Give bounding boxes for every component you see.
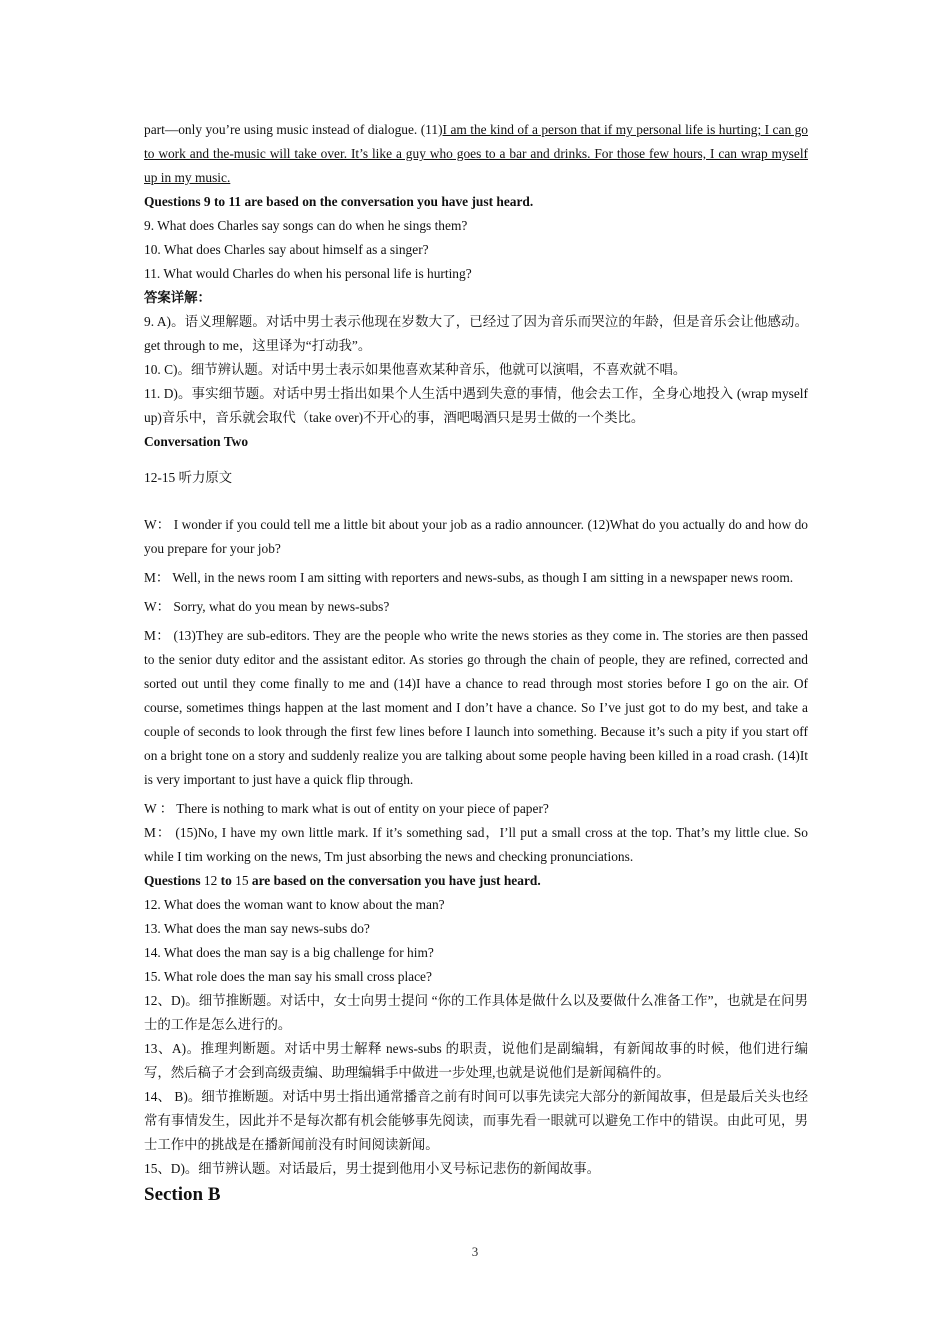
transcript-line-11 [144, 118, 808, 190]
dialogue-line: M： Well, in the news room I am sitting with reporters and news-subs, as though I am sitting in a newspaper news room. [144, 570, 794, 585]
transcript-label: 12-15 听力原文 [144, 470, 233, 485]
question-9: 9. What does Charles say songs can do when he sings them? [144, 218, 468, 233]
answer-12: 12、D)。细节推断题。对话中，女士向男士提问 “你的工作具体是做什么以及要做什么准备工作”，也就是在问男士的工作是怎么进行的。 [144, 993, 808, 1032]
answer-9: 9. A)。语义理解题。对话中男士表示他现在岁数大了，已经过了因为音乐而哭泣的年龄，但是音乐会让他感动。get through to me，这里译为“打动我”。 [144, 314, 808, 353]
answer-14: 14、 B)。细节推断题。对话中男士指出通常播音之前有时间可以事先读完大部分的新闻故事，但是最后关头也经常有事情发生，因此并不是每次都有机会能够事先阅读，而事先看一眼就可以避免工作中的错误。由此可见，男士工作中的挑战是在播新闻前没有时间阅读新闻。 [144, 1089, 808, 1152]
underlined-answer-11: I am the kind of a person that if my personal life is hurting; I can go to work and the-music will take over. It’s like a guy who goes to a bar and drinks. For those few hours, I can wrap myself up in my music. [144, 122, 808, 185]
dialogue-line: W ： There is nothing to mark what is out of entity on your piece of paper? [144, 801, 549, 816]
question-12: 12. What does the woman want to know about the man? [144, 897, 445, 912]
questions-header-12-15: Questions 12 to 15 are based on the conversation you have just heard. [144, 873, 541, 888]
answer-header: 答案详解： [144, 290, 211, 305]
dialogue-line: M： (13)They are sub-editors. They are the people who write the news stories as they come in. The stories are then passed to the senior duty editor and the assistant editor. As stories go through the chain of people, they are refined, corrected and sorted out until they come finally to me and (14)I have a chance to read through most stories before I go on the air. Of course, sometimes things happen at the last moment and I don’t have a chance. So I’ve just got to do my best, and take a couple of seconds to look through the first few lines before I launch into something. Because it’s such a pity if you start off on a bright tone on a story and suddenly realize you are talking about some people having been killed in a road crash. (14)It is very important to just have a quick flip through. [144, 628, 808, 787]
questions-header-9-11: Questions 9 to 11 are based on the conversation you have just heard. [144, 194, 534, 209]
answer-15: 15、D)。细节辨认题。对话最后，男士提到他用小叉号标记悲伤的新闻故事。 [144, 1161, 601, 1176]
dialogue-line: W： Sorry, what do you mean by news-subs? [144, 599, 390, 614]
section-b-heading: Section B [144, 1184, 221, 1205]
transcript-prefix: part—only you’re using music instead of dialogue. (11) [144, 122, 443, 137]
question-15: 15. What role does the man say his small cross place? [144, 969, 432, 984]
page-content [144, 118, 808, 1209]
question-13: 13. What does the man say news-subs do? [144, 921, 370, 936]
question-10: 10. What does Charles say about himself as a singer? [144, 242, 429, 257]
question-14: 14. What does the man say is a big challenge for him? [144, 945, 434, 960]
dialogue-line: W： I wonder if you could tell me a little bit about your job as a radio announcer. (12)What do you actually do and how do you prepare for your job? [144, 517, 808, 556]
question-11: 11. What would Charles do when his personal life is hurting? [144, 266, 472, 281]
page-number: 3 [471, 1244, 479, 1259]
answer-11: 11. D)。事实细节题。对话中男士指出如果个人生活中遇到失意的事情，他会去工作，全身心地投入 (wrap myself up)音乐中，音乐就会取代（take over)不开心的事，酒吧喝酒只是男士做的一个类比。 [144, 386, 808, 425]
conversation-two-title: Conversation Two [144, 434, 249, 449]
answer-10: 10. C)。细节辨认题。对话中男士表示如果他喜欢某种音乐，他就可以演唱，不喜欢就不唱。 [144, 362, 687, 377]
answer-13: 13、A)。推理判断题。对话中男士解释 news-subs 的职责，说他们是副编辑，有新闻故事的时候，他们进行编写，然后稿子才会到高级责编、助理编辑手中做进一步处理,也就是说他们是新闻稿件的。 [144, 1041, 808, 1080]
dialogue-line: M： (15)No, I have my own little mark. If it’s something sad，I’ll put a small cross at the top. That’s my little clue. So while I tim working on the news, Tm just absorbing the news and checking pronunciations. [144, 825, 808, 864]
